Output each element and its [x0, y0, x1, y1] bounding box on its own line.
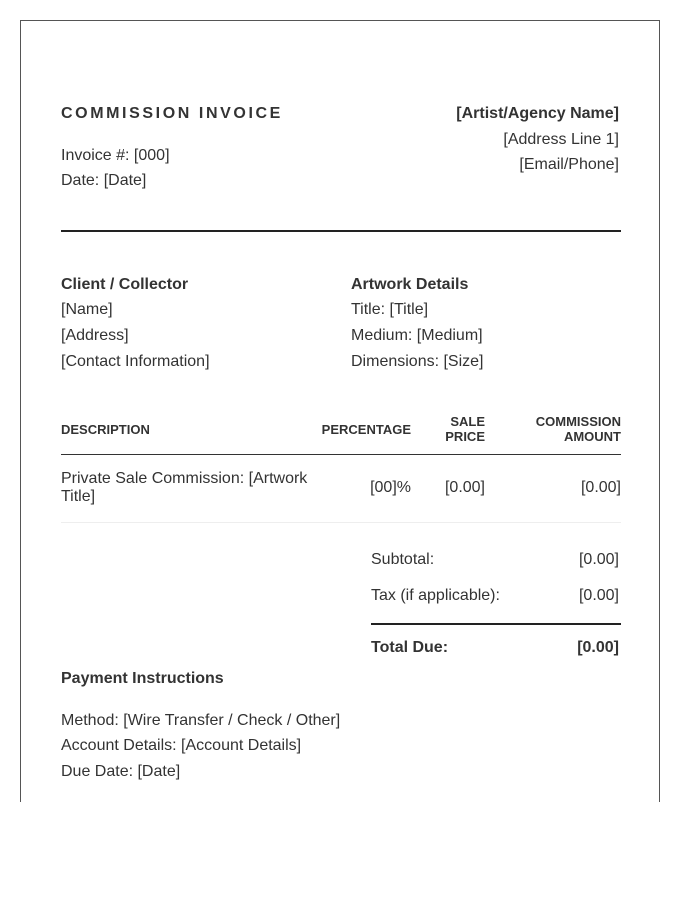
tax-value: [0.00]	[578, 587, 619, 604]
table-header-divider	[61, 454, 621, 455]
total-due-value: [0.00]	[577, 639, 619, 656]
tax-label: Tax (if applicable):	[371, 587, 500, 604]
artwork-medium: Medium: [Medium]	[351, 327, 483, 344]
sender-address: [Address Line 1]	[503, 131, 619, 148]
artwork-dimensions: Dimensions: [Size]	[351, 353, 484, 370]
payment-method: Method: [Wire Transfer / Check / Other]	[61, 712, 341, 729]
column-header-commission-line2: AMOUNT	[563, 429, 621, 444]
row-description-line2: Title]	[61, 488, 96, 505]
column-header-description: DESCRIPTION	[61, 422, 150, 437]
totals-divider	[371, 623, 621, 625]
total-due-label: Total Due:	[371, 639, 449, 656]
row-description-line1: Private Sale Commission: [Artwork	[61, 470, 308, 487]
row-percentage: [00]%	[370, 479, 411, 496]
invoice-number: Invoice #: [000]	[61, 147, 170, 164]
client-address: [Address]	[61, 327, 129, 344]
column-header-commission-line1: COMMISSION	[535, 414, 621, 429]
header-divider	[61, 230, 621, 232]
invoice-title: COMMISSION INVOICE	[61, 105, 283, 122]
column-header-percentage: PERCENTAGE	[321, 422, 411, 437]
sender-contact: [Email/Phone]	[519, 156, 619, 173]
artwork-title: Title: [Title]	[351, 301, 429, 318]
invoice-date: Date: [Date]	[61, 172, 147, 189]
column-header-sale-price-line1: SALE	[450, 414, 485, 429]
row-sale-price: [0.00]	[444, 479, 485, 496]
payment-account: Account Details: [Account Details]	[61, 737, 302, 754]
invoice-page	[20, 20, 660, 802]
subtotal-label: Subtotal:	[371, 551, 435, 568]
subtotal-value: [0.00]	[578, 551, 619, 568]
payment-heading: Payment Instructions	[61, 670, 224, 687]
row-commission-amount: [0.00]	[580, 479, 621, 496]
table-row-divider	[61, 522, 621, 523]
sender-name: [Artist/Agency Name]	[456, 105, 619, 122]
client-name: [Name]	[61, 301, 113, 318]
client-contact: [Contact Information]	[61, 353, 210, 370]
artwork-heading: Artwork Details	[351, 276, 469, 293]
client-heading: Client / Collector	[61, 276, 189, 293]
column-header-commission-amount	[501, 414, 621, 444]
row-description	[61, 470, 331, 506]
column-header-sale-price	[415, 414, 485, 444]
payment-due-date: Due Date: [Date]	[61, 763, 181, 780]
column-header-sale-price-line2: PRICE	[445, 429, 485, 444]
